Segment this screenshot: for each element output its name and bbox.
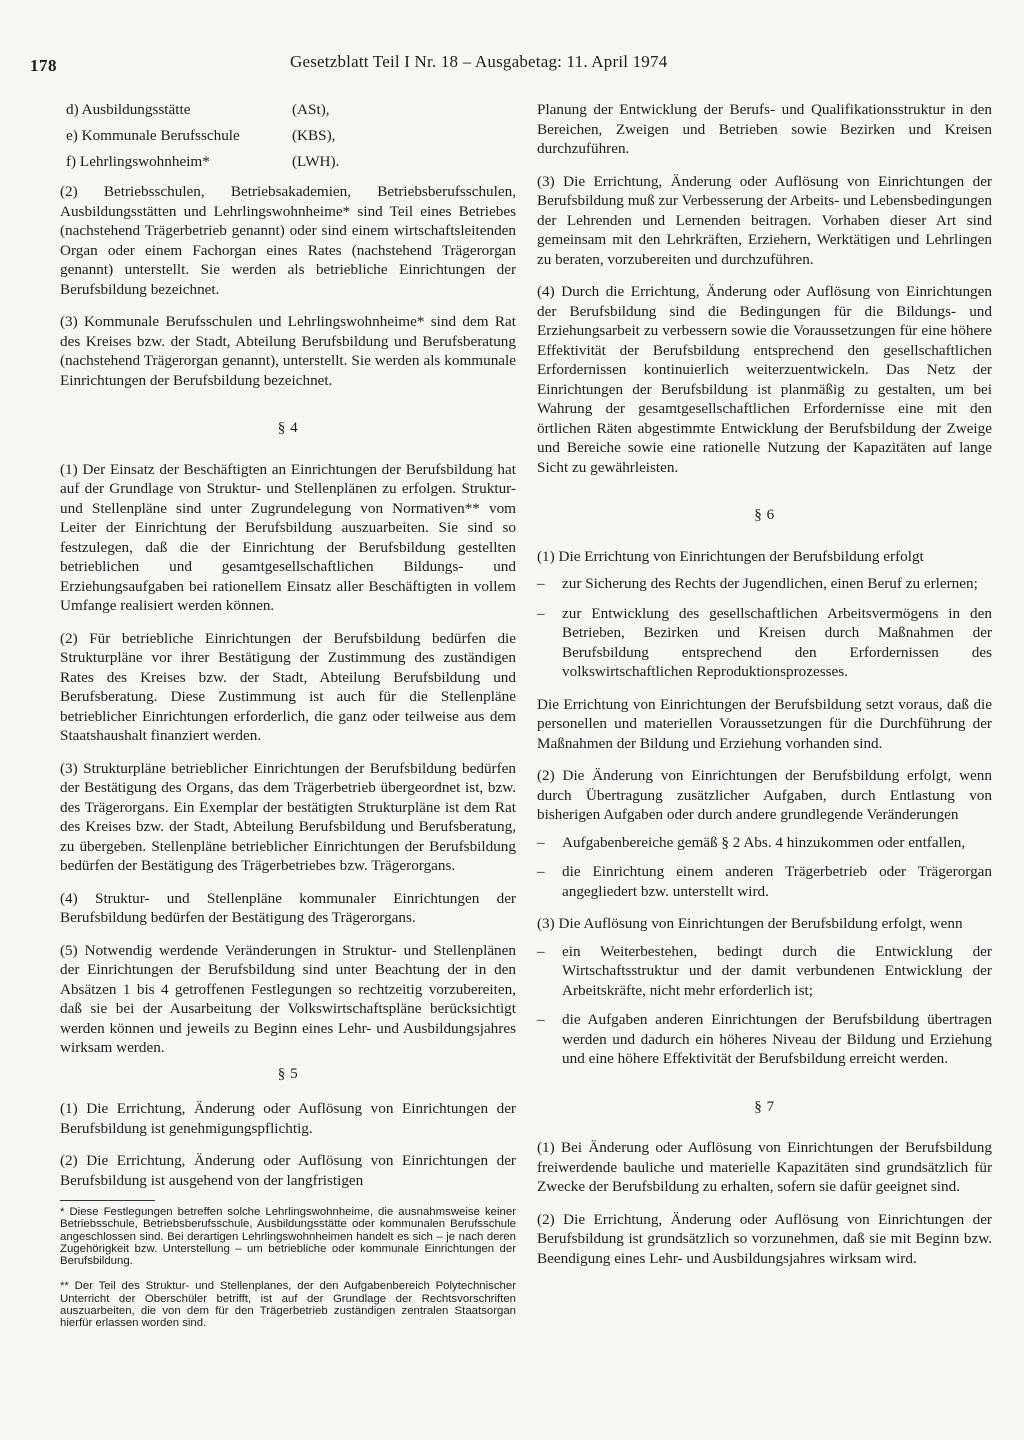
right-column <box>537 100 992 1281</box>
paragraph-4-4: (4) Struktur- und Stellenpläne kommunaler Einrichtungen der Berufsbildung bedürfen der Bestätigung des Trägerorgans. <box>60 889 516 926</box>
dash-marker: – <box>537 1011 545 1028</box>
paragraph-6-2: (2) Die Änderung von Einrichtungen der Berufsbildung erfolgt, wenn durch Übertragung zusätzlicher Aufgaben, durch Entlastung von bisherigen Aufgaben oder durch andere grundlegende Veränderungen <box>537 767 992 823</box>
list-item <box>537 604 992 682</box>
list-item <box>537 942 992 1001</box>
dash-marker: – <box>537 942 545 960</box>
list-item-text: Aufgabenbereiche gemäß § 2 Abs. 4 hinzukommen oder entfallen, <box>562 833 966 851</box>
list-item <box>537 574 992 594</box>
abbreviation-code: (KBS), <box>292 127 336 144</box>
abbreviation-code: (LWH). <box>292 153 340 170</box>
abbreviation-name: f) Lehrlingswohnheim* <box>66 153 210 170</box>
list-item-text: die Einrichtung einem anderen Trägerbetrieb oder Trägerorgan angegliedert bzw. unterstellt wird. <box>562 863 992 900</box>
paragraph-6-1: (1) Die Errichtung von Einrichtungen der Berufsbildung erfolgt <box>537 547 924 565</box>
list-item <box>537 862 992 901</box>
abbreviation-item <box>66 152 516 172</box>
section-heading-7: § 7 <box>754 1097 775 1115</box>
dash-marker: – <box>537 833 545 851</box>
section-heading-6: § 6 <box>754 506 775 523</box>
dash-list-6-1 <box>537 574 992 682</box>
list-item <box>537 1010 992 1069</box>
list-item-text: zur Sicherung des Rechts der Jugendlichen, einen Beruf zu erlernen; <box>562 575 978 592</box>
paragraph-7-1: (1) Bei Änderung oder Auflösung von Einrichtungen der Berufsbildung freiwerdende bauliche und materielle Kapazitäten sind grundsätzlich für Zwecke der Berufsbildung zu erhalten, sofern sie dafür geeignet sind. <box>537 1139 992 1195</box>
left-column <box>60 100 516 1343</box>
dash-list-6-2 <box>537 833 992 902</box>
list-item <box>537 833 992 853</box>
list-item-text: ein Weiterbestehen, bedingt durch die Entwicklung der Wirtschaftsstruktur und der damit verbundenen Entwicklung der Arbeitskräfte, nicht mehr erforderlich ist; <box>562 942 992 999</box>
list-item-text: die Aufgaben anderen Einrichtungen der Berufsbildung übertragen werden und dadurch ein höheres Niveau der Bildung und Erziehung und eine höhere Effektivität der Berufsbildung erreicht werden. <box>562 1011 992 1067</box>
dash-marker: – <box>537 863 545 880</box>
dash-marker: – <box>537 604 545 622</box>
paragraph-5-2: (2) Die Errichtung, Änderung oder Auflösung von Einrichtungen der Berufsbildung ist ausgehend von der langfristigen <box>60 1152 516 1189</box>
paragraph-4-1: (1) Der Einsatz der Beschäftigten an Einrichtungen der Berufsbildung hat auf der Grundlage von Struktur- und Stellenplänen zu erfolgen. Struktur- und Stellenpläne sind unter Zugrundelegung von Normativen** vom Leiter der Einrichtung der Berufsbildung auszuarbeiten. Sie sind so festzulegen, daß die der Einrichtung der Berufsbildung gestellten betrieblichen und gesamtgesellschaftlichen Bildungs- und Erziehungsaufgaben bei rationellem Einsatz aller Beschäftigten in vollem Umfange realisiert werden können. <box>60 460 516 614</box>
abbreviation-name: d) Ausbildungsstätte <box>66 101 191 118</box>
dash-list-6-3 <box>537 942 992 1069</box>
paragraph-3-2: (2) Betriebsschulen, Betriebsakademien, Betriebsberufsschulen, Ausbildungsstätten und Lehrlingswohnheime* sind Teil eines Betriebes (nachstehend Trägerbetrieb genannt) oder sind einem wirtschaftsleitenden Organ oder einem Fachorgan eines Rates (nachstehend Trägerorgan genannt) unterstellt. Sie werden als betriebliche Einrichtungen der Berufsbildung bezeichnet. <box>60 183 516 298</box>
paragraph-5-2-continued: Planung der Entwicklung der Berufs- und Qualifikationsstruktur in den Bereichen, Zweigen und Betrieben sowie Bezirken und Kreisen durchzuführen. <box>537 101 992 157</box>
paragraph-3-3: (3) Kommunale Berufsschulen und Lehrlingswohnheime* sind dem Rat des Kreises bzw. der Stadt, Abteilung Berufsbildung und Berufsberatung (nachstehend Trägerorgan genannt), unterstellt. Sie werden als kommunale Einrichtungen der Berufsbildung bezeichnet. <box>60 313 516 389</box>
paragraph-6-1-tail: Die Errichtung von Einrichtungen der Berufsbildung setzt voraus, daß die personellen und materiellen Voraussetzungen für die Durchführung der Maßnahmen der Bildung und Erziehung vorhanden sind. <box>537 695 992 752</box>
abbreviation-name: e) Kommunale Berufsschule <box>66 127 240 144</box>
footnote-2: ** Der Teil des Struktur- und Stellenplanes, der den Aufgabenbereich Polytechnischer Unterricht der Oberschüler betrifft, ist auf der Grundlage der Rechtsvorschriften auszuarbeiten, die von dem für den Trägerbetrieb zuständigen zentralen Staatsorgan hierfür erlassen worden sind. <box>60 1280 516 1330</box>
paragraph-5-4: (4) Durch die Errichtung, Änderung oder Auflösung von Einrichtungen der Berufsbildung sind die Bedingungen für die Bildungs- und Erziehungsarbeit zu verbessern sowie die Voraussetzungen für eine höhere Effektivität der Berufsbildung entsprechend den gesellschaftlichen Erfordernissen kontinuierlich weiterzuentwickeln. Das Netz der Einrichtungen der Berufsbildung ist planmäßig zu gestalten, um bei Wahrung der gesamtgesellschaftlichen Erfordernisse eine mit den örtlichen Räten abgestimmte Entwicklung der Berufsbildung der Zweige und Bereiche sowie eine rationelle Nutzung der Kapazitäten auf lange Sicht zu gewährleisten. <box>537 283 992 476</box>
list-item-text: zur Entwicklung des gesellschaftlichen Arbeitsvermögens in den Betrieben, Bezirken und Kreisen durch Maßnahmen der Berufsbildung entsprechend den Erfordernissen des volkswirtschaftlichen Reproduktionsprozesses. <box>562 604 992 680</box>
paragraph-5-3: (3) Die Errichtung, Änderung oder Auflösung von Einrichtungen der Berufsbildung muß zur Verbesserung der Arbeits- und Lebensbedingungen der Lehrenden und Lernenden beitragen. Vorhaben dieser Art sind gemeinsam mit den Lehrkräften, Erziehern, Werktätigen und Lehrlingen zu beraten, vorzubereiten und durchzuführen. <box>537 172 992 268</box>
section-heading-4: § 4 <box>277 419 299 436</box>
abbreviation-list <box>60 100 516 172</box>
paragraph-4-5: (5) Notwendig werdende Veränderungen in Struktur- und Stellenplänen der Einrichtungen der Berufsbildung sind unter Beachtung der in den Absätzen 1 bis 4 getroffenen Festlegungen so rechtzeitig vorzubereiten, daß sie bei der Ausarbeitung der Volkswirtschaftspläne berücksichtigt werden können und jeweils zu Beginn eines Lehr- und Ausbildungsjahres wirksam werden. <box>60 941 516 1056</box>
paragraph-5-1: (1) Die Errichtung, Änderung oder Auflösung von Einrichtungen der Berufsbildung ist genehmigungspflichtig. <box>60 1100 516 1137</box>
paragraph-7-2: (2) Die Errichtung, Änderung oder Auflösung von Einrichtungen der Berufsbildung ist grundsätzlich so vorzunehmen, daß sie mit Beginn bzw. Beendigung eines Lehr- und Ausbildungsjahres wirksam wird. <box>537 1210 992 1267</box>
running-head: Gesetzblatt Teil I Nr. 18 – Ausgabetag: 11. April 1974 <box>290 52 668 71</box>
paragraph-4-3: (3) Strukturpläne betrieblicher Einrichtungen der Berufsbildung bedürfen der Bestätigung des Organs, das dem Trägerbetrieb übergeordnet ist, bzw. des Trägerorgans. Ein Exemplar der bestätigten Strukturpläne ist dem Rat des Kreises bzw. der Stadt, Abteilung Berufsbildung und Berufsberatung, zu übergeben. Stellenpläne betrieblicher Einrichtungen der Berufsbildung bedürfen der Bestätigung des Trägerbetriebes bzw. Trägerorgans. <box>60 759 516 874</box>
page-number: 178 <box>30 56 57 75</box>
section-heading-5: § 5 <box>277 1064 299 1082</box>
abbreviation-item <box>66 126 516 146</box>
paragraph-4-2: (2) Für betriebliche Einrichtungen der Berufsbildung bedürfen die Strukturpläne vor ihrer Bestätigung der Zustimmung des zuständigen Rates des Kreises bzw. der Stadt, Abteilung Berufsbildung und Berufsberatung. Diese Zustimmung ist auch für die Stellenpläne betrieblicher Einrichtungen erforderlich, die ganz oder teilweise aus dem Staatshaushalt finanziert werden. <box>60 629 516 744</box>
paragraph-6-3: (3) Die Auflösung von Einrichtungen der Berufsbildung erfolgt, wenn <box>537 915 963 932</box>
abbreviation-code: (ASt), <box>292 101 330 118</box>
abbreviation-item <box>66 100 516 120</box>
dash-marker: – <box>537 575 545 592</box>
footnote-1: * Diese Festlegungen betreffen solche Lehrlingswohnheime, die ausnahmsweise keiner Betriebsschule, Betriebsberufsschule, Ausbildungsstätte oder kommunalen Berufsschule angeschlossen sind. Bei derartigen Lehrlingswohnheimen handelt es sich – je nach deren Zugehörigkeit bzw. Unterstellung – um betriebliche oder kommunale Einrichtungen der Berufsbildung. <box>60 1206 516 1268</box>
footnote-divider <box>60 1200 155 1201</box>
